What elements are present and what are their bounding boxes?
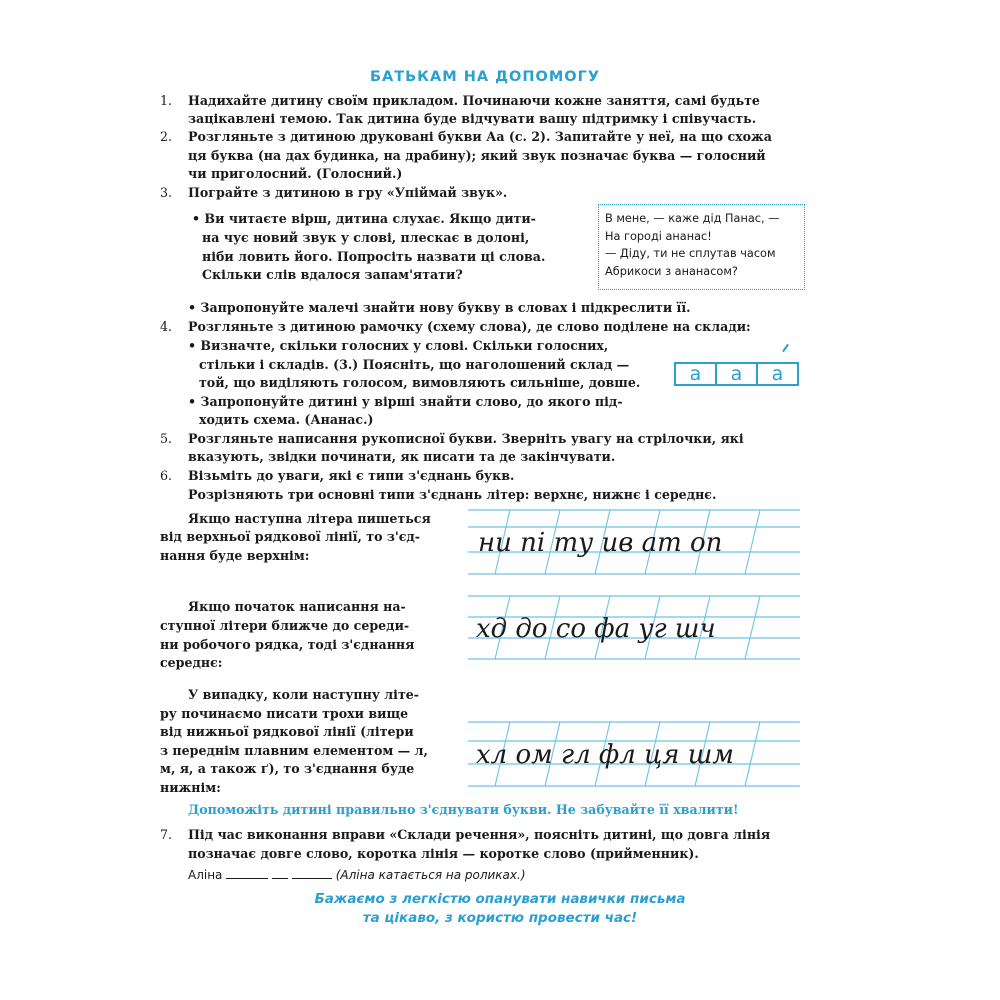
example-name: Аліна [188, 868, 223, 882]
item-3-bullet-1-line-1: • Ви читаєте вірш, дитина слухає. Якщо дити- [192, 211, 536, 226]
item-number-5: 5. [160, 431, 173, 446]
poem-line: Абрикоси з ананасом? [605, 264, 738, 278]
join-top-text-3: нання буде верхнім: [160, 548, 310, 563]
item-7-example [188, 866, 526, 884]
item-5-line-1: Розгляньте написання рукописної букви. Зверніть увагу на стрілочки, які [188, 431, 744, 446]
join-low-text-5: м, я, а також ґ), то з'єднання буде [160, 761, 415, 776]
join-low-text-3: від нижньої рядкової лінії (літери [160, 724, 414, 739]
item-4-bullet-2-line-1: • Запропонуйте дитині у вірші знайти слово, до якого під- [188, 394, 623, 409]
join-top-text-2: від верхньої рядкової лінії, то з'єд- [160, 529, 421, 544]
item-1-line-1: Надихайте дитину своїм прикладом. Починаючи кожне заняття, самі будьте [188, 93, 760, 108]
item-4-bullet-1-line-2: стільки і складів. (3.) Поясніть, що наголошений склад — [199, 357, 630, 372]
syllable-cell: а [715, 362, 758, 386]
item-3-bullet-1-line-3: ніби ловить його. Попросіть назвати ці слова. [202, 249, 546, 264]
join-mid-text-2: ступної літери ближче до середи- [160, 618, 410, 633]
item-5-line-2: вказують, звідки починати, як писати та де закінчувати. [188, 449, 616, 464]
item-7-line-2: позначає довге слово, коротка лінія — коротке слово (прийменник). [188, 846, 699, 861]
item-3-bullet-1-line-4: Скільки слів вдалося запам'ятати? [202, 267, 463, 282]
item-4-bullet-1-line-3: той, що виділяють голосом, вимовляють сильніше, довше. [199, 375, 641, 390]
item-3-bullet-2: • Запропонуйте малечі знайти нову букву в словах і підкреслити її. [188, 300, 691, 315]
item-number-3: 3. [160, 185, 173, 200]
example-answer: (Аліна катається на роликах.) [335, 868, 526, 882]
item-3-line-1: Пограйте з дитиною в гру «Упіймай звук». [188, 185, 508, 200]
item-number-7: 7. [160, 827, 173, 842]
item-1-line-2: зацікавлені темою. Так дитина буде відчувати вашу підтримку і співучасть. [188, 111, 757, 126]
blank-long-line [226, 866, 268, 879]
poem-line: В мене, — каже дід Панас, — [605, 212, 780, 225]
join-low-text-2: ру починаємо писати трохи вище [160, 706, 409, 721]
item-2-line-1: Розгляньте з дитиною друковані букви Аа (с. 2). Запитайте у неї, на що схожа [188, 129, 772, 144]
blank-long-line [292, 866, 332, 879]
blank-short-line [272, 866, 288, 879]
syllable-cell-stressed: а [756, 362, 799, 386]
item-3-bullet-1-line-2: на чує новий звук у слові, плескає в долоні, [202, 230, 530, 245]
join-mid-text-3: ни робочого рядка, тоді з'єднання [160, 637, 415, 652]
join-low-text-4: з переднім плавним елементом — л, [160, 743, 428, 758]
help-note: Допоможіть дитині правильно з'єднувати букви. Не забувайте її хвалити! [188, 802, 739, 817]
item-6-line-1: Візьміть до уваги, які є типи з'єднань букв. [188, 468, 515, 483]
item-4-bullet-2-line-2: ходить схема. (Ананас.) [199, 412, 374, 427]
join-top-sample: ни пі ту ив ат оп [478, 528, 723, 558]
syllable-cell: а [674, 362, 717, 386]
item-6-line-2: Розрізняють три основні типи з'єднань літер: верхнє, нижнє і середнє. [188, 487, 717, 502]
poem-line: На городі ананас! [605, 229, 712, 243]
final-wish-line-2: та цікаво, з користю провести час! [362, 910, 638, 926]
join-low-sample: хл ом гл фл ця шм [476, 740, 734, 770]
page-title: БАТЬКАМ НА ДОПОМОГУ [369, 69, 601, 85]
join-mid-sample: хд до со фа уг шч [476, 614, 716, 644]
join-low-text-1: У випадку, коли наступну літе- [188, 687, 419, 702]
item-4-bullet-1-line-1: • Визначте, скільки голосних у слові. Скільки голосних, [188, 338, 609, 353]
item-7-line-1: Під час виконання вправи «Склади речення», поясніть дитині, що довга лінія [188, 827, 771, 842]
join-mid-text-4: середнє: [160, 655, 223, 670]
final-wish-line-1: Бажаємо з легкістю опанувати навички письма [314, 891, 686, 907]
poem-line: — Діду, ти не сплутав часом [605, 247, 776, 260]
item-number-1: 1. [160, 93, 173, 108]
join-mid-text-1: Якщо початок написання на- [188, 599, 406, 614]
item-number-2: 2. [160, 129, 173, 144]
item-2-line-3: чи приголосний. (Голосний.) [188, 166, 403, 181]
item-number-4: 4. [160, 319, 173, 334]
item-2-line-2: ця буква (на дах будинка, на драбину); який звук позначає буква — голосний [188, 148, 766, 163]
item-4-line-1: Розгляньте з дитиною рамочку (схему слова), де слово поділене на склади: [188, 319, 751, 334]
item-number-6: 6. [160, 468, 173, 483]
join-low-text-6: нижнім: [160, 780, 221, 795]
join-top-text-1: Якщо наступна літера пишеться [188, 511, 431, 526]
